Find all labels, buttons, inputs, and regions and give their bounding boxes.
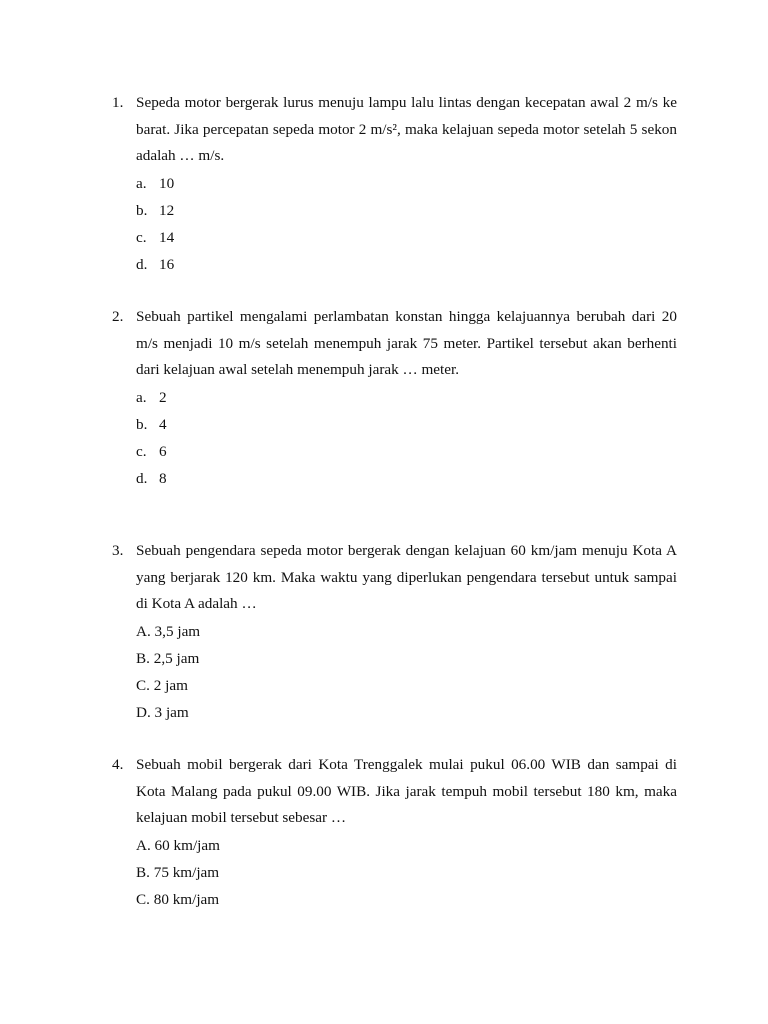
option-letter: c. [136,442,147,460]
question-2 [112,304,677,492]
option-a: A. 60 km/jam [136,836,220,854]
question-number: 1. [112,94,124,111]
option-a [136,170,677,197]
option-text: 4 [159,415,167,433]
option-c [136,438,677,465]
option-c: C. 2 jam [136,676,188,694]
option-a: A. 3,5 jam [136,622,201,640]
option-text: 8 [159,469,167,487]
option-letter: d. [136,469,148,487]
question-text: Sebuah mobil bergerak dari Kota Trenggalek mulai pukul 06.00 WIB dan sampai di Kota Malang pada pukul 09.00 WIB. Jika jarak tempuh mobil tersebut 180 km, maka kelajuan mobil tersebut sebesar … [136,756,677,826]
option-text: 2 [159,388,167,406]
option-d [136,465,677,492]
question-4 [112,752,677,913]
option-list [136,170,677,278]
option-text: 16 [159,255,175,273]
option-c: C. 80 km/jam [136,890,220,908]
option-text: 10 [159,174,175,192]
option-list [136,618,677,726]
question-number: 4. [112,756,124,773]
option-d [136,251,677,278]
option-letter: a. [136,174,147,192]
question-text: Sepeda motor bergerak lurus menuju lampu lalu lintas dengan kecepatan awal 2 m/s ke barat. Jika percepatan sepeda motor 2 m/s², maka kelajuan sepeda motor setelah 5 sekon adalah … m/s. [136,94,677,164]
option-list [136,832,677,913]
option-b [136,197,677,224]
question-text: Sebuah partikel mengalami perlambatan konstan hingga kelajuannya berubah dari 20 m/s menjadi 10 m/s setelah menempuh jarak 75 meter. Partikel tersebut akan berhenti dari kelajuan awal setelah menempuh jarak … meter. [136,308,677,378]
option-letter: b. [136,415,148,433]
question-3 [112,538,677,726]
option-b [136,411,677,438]
option-a [136,384,677,411]
option-b: B. 75 km/jam [136,863,220,881]
option-letter: b. [136,201,148,219]
option-b: B. 2,5 jam [136,649,200,667]
option-letter: c. [136,228,147,246]
option-list [136,384,677,492]
option-c [136,224,677,251]
option-text: 14 [159,228,175,246]
question-1 [112,90,677,278]
option-d: D. 3 jam [136,703,189,721]
option-text: 6 [159,442,167,460]
question-number: 3. [112,542,124,559]
option-text: 12 [159,201,175,219]
option-letter: d. [136,255,148,273]
question-number: 2. [112,308,124,325]
option-letter: a. [136,388,147,406]
question-text: Sebuah pengendara sepeda motor bergerak dengan kelajuan 60 km/jam menuju Kota A yang berjarak 120 km. Maka waktu yang diperlukan pengendara tersebut untuk sampai di Kota A adalah … [136,542,677,612]
